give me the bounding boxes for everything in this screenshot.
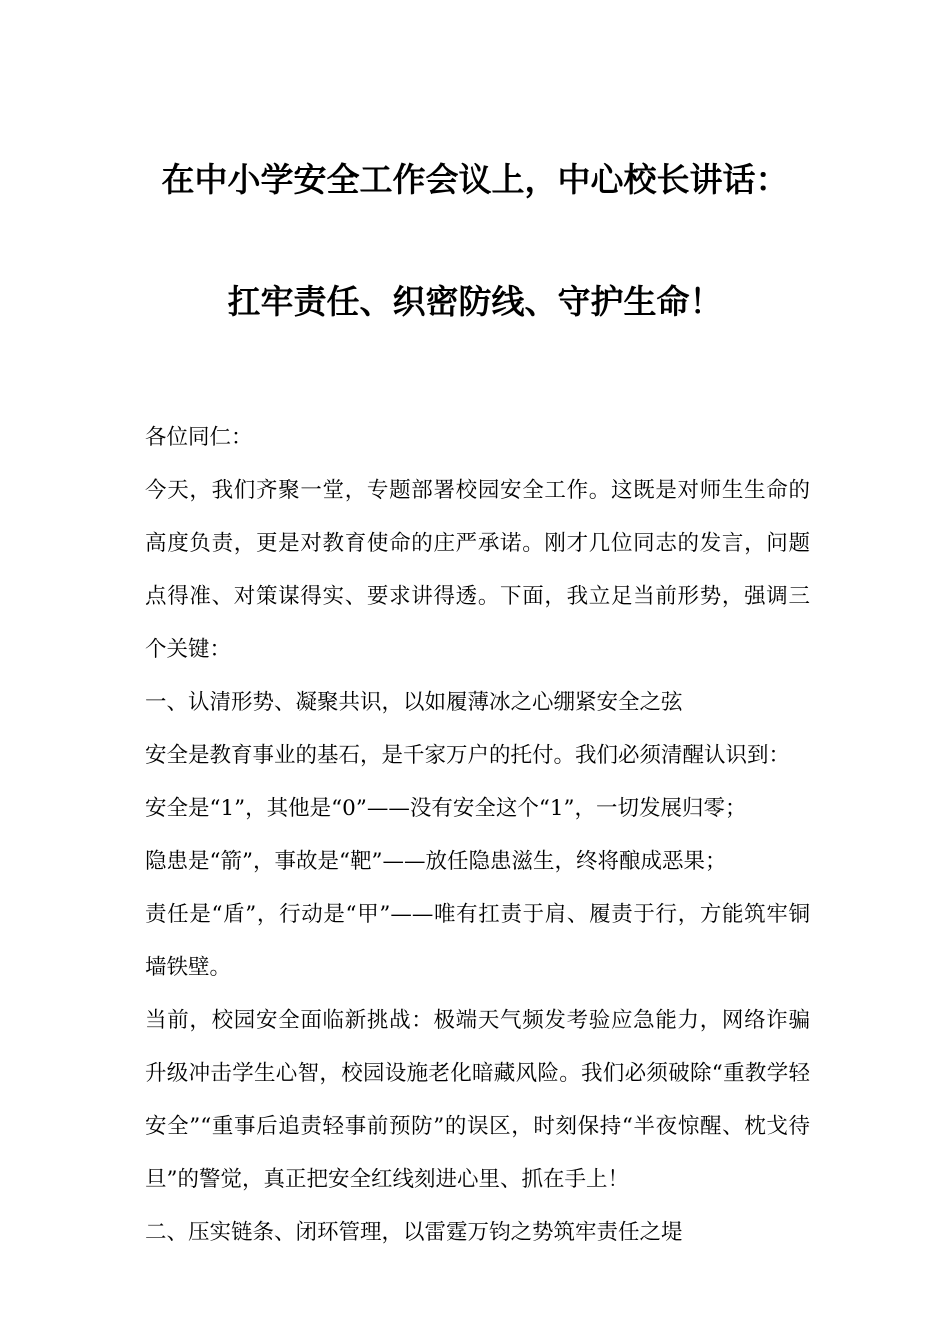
document-title-line-2: 扛牢责任、织密防线、守护生命！ xyxy=(227,282,723,321)
document-body xyxy=(145,411,810,1259)
section-heading-2: 二、压实链条、闭环管理，以雷霆万钧之势筑牢责任之堤 xyxy=(145,1220,683,1245)
paragraph: 隐患是“箭”，事故是“靶”——放任隐患滋生，终将酿成恶果； xyxy=(145,849,727,874)
paragraph: 安全是教育事业的基石，是千家万户的托付。我们必须清醒认识到： xyxy=(145,743,791,768)
paragraph: 安全是“1”，其他是“0”——没有安全这个“1”，一切发展归零； xyxy=(145,796,747,821)
section-heading-1: 一、认清形势、凝聚共识，以如履薄冰之心绷紧安全之弦 xyxy=(145,690,683,715)
paragraph: 责任是“盾”，行动是“甲”——唯有扛责于肩、履责于行，方能筑牢铜墙铁壁。 xyxy=(145,902,810,980)
paragraph-intro: 今天，我们齐聚一堂，专题部署校园安全工作。这既是对师生生命的高度负责，更是对教育使命的庄严承诺。刚才几位同志的发言，问题点得准、对策谋得实、要求讲得透。下面，我立足当前形势，强调三个关键： xyxy=(145,478,810,662)
salutation: 各位同仁： xyxy=(145,425,253,450)
paragraph: 当前，校园安全面临新挑战：极端天气频发考验应急能力，网络诈骗升级冲击学生心智，校园设施老化暗藏风险。我们必须破除“重教学轻安全”“重事后追责轻事前预防”的误区，时刻保持“半夜惊醒、枕戈待旦”的警觉，真正把安全红线刻进心里、抓在手上！ xyxy=(145,1008,810,1192)
document-title-line-1: 在中小学安全工作会议上，中心校长讲话： xyxy=(161,160,789,199)
